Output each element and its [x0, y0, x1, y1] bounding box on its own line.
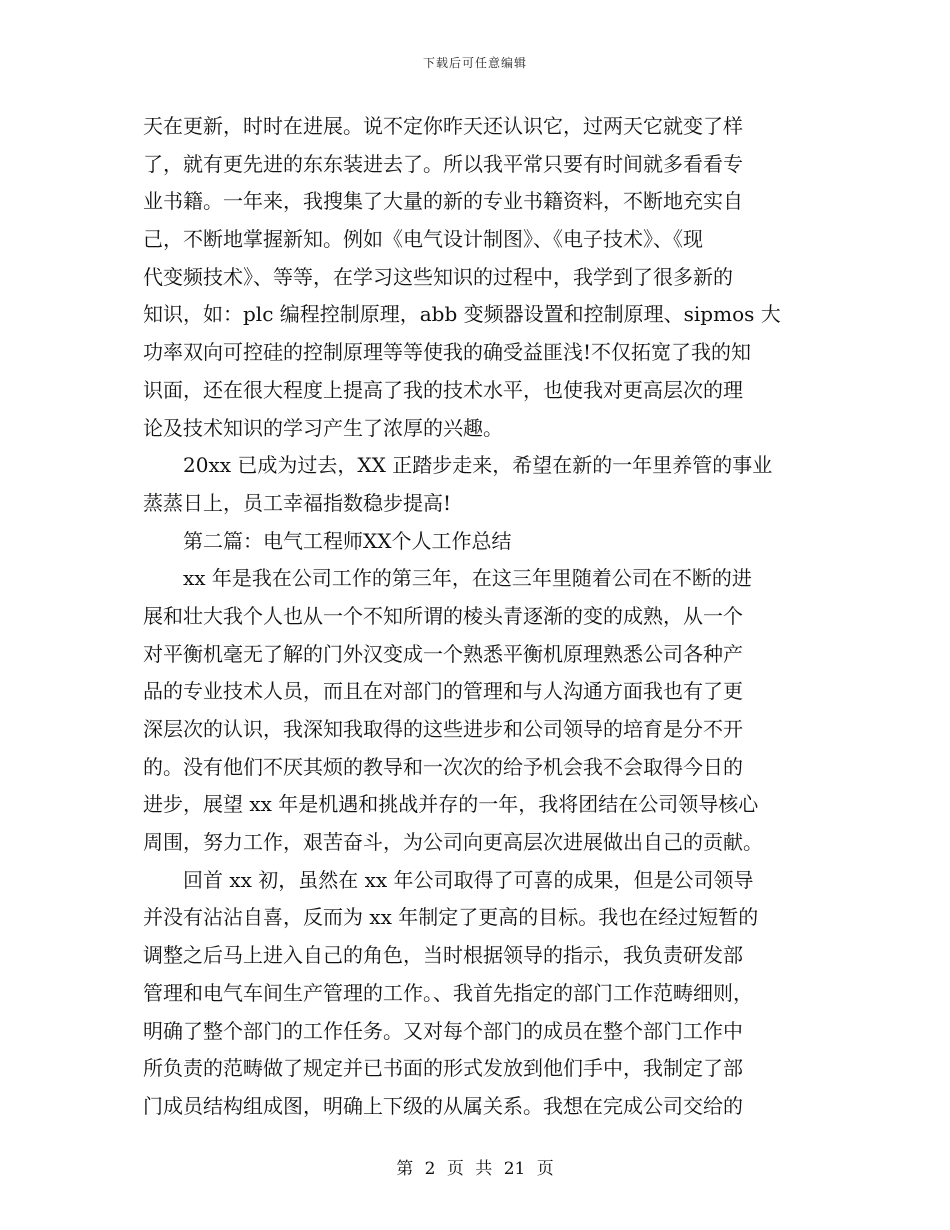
text-line: 进步，展望 xx 年是机遇和挑战并存的一年，我将团结在公司领导核心: [143, 792, 759, 817]
text-line: 所负责的范畴做了规定并已书面的形式发放到他们手中，我制定了部: [143, 1056, 743, 1081]
text-line: 代变频技术》、等等，在学习这些知识的过程中，我学到了很多新的: [143, 264, 733, 289]
text-line: 对平衡机毫无了解的门外汉变成一个熟悉平衡机原理熟悉公司各种产: [143, 641, 743, 666]
text-line: 深层次的认识，我深知我取得的这些进步和公司领导的培育是分不开: [143, 717, 743, 741]
text-line: 蒸蒸日上，员工幸福指数稳步提高!: [143, 490, 452, 515]
text-line: 论及技术知识的学习产生了浓厚的兴趣。: [143, 415, 503, 440]
text-line: 20xx 已成为过去，XX 正踏步走来，希望在新的一年里养管的事业: [183, 453, 773, 478]
text-line: 周围，努力工作，艰苦奋斗，为公司向更高层次进展做出自己的贡献。: [143, 830, 763, 855]
text-line: 知识，如：plc 编程控制原理，abb 变频器设置和控制原理、sipmos 大: [143, 302, 781, 327]
text-line: 品的专业技术人员，而且在对部门的管理和与人沟通方面我也有了更: [143, 679, 743, 704]
page-number-footer: 第 2 页 共 21 页: [396, 1159, 554, 1179]
document-body: [143, 108, 811, 1126]
text-line: 天在更新，时时在进展。说不定你昨天还认识它，过两天它就变了样: [143, 114, 743, 138]
text-line: 的。没有他们不厌其烦的教导和一次次的给予机会我不会取得今日的: [143, 754, 743, 779]
text-line: 业书籍。一年来，我搜集了大量的新的专业书籍资料，不断地充实自: [143, 189, 743, 214]
text-line: 了，就有更先进的东东装进去了。所以我平常只要有时间就多看看专: [143, 151, 743, 176]
text-line: 门成员结构组成图，明确上下级的从属关系。我想在完成公司交给的: [143, 1093, 743, 1118]
text-line: 第二篇：电气工程师XX个人工作总结: [183, 528, 512, 553]
text-line: 明确了整个部门的工作任务。又对每个部门的成员在整个部门工作中: [143, 1018, 743, 1043]
text-line: 管理和电气车间生产管理的工作。、我首先指定的部门工作范畴细则，: [143, 980, 753, 1005]
text-line: 调整之后马上进入自己的角色，当时根据领导的指示，我负责研发部: [143, 943, 743, 968]
text-line: 回首 xx 初，虽然在 xx 年公司取得了可喜的成果，但是公司领导: [183, 867, 754, 892]
text-line: 并没有沾沾自喜，反而为 xx 年制定了更高的目标。我也在经过短暂的: [143, 905, 759, 930]
text-line: 己，不断地掌握新知。例如《电气设计制图》、《电子技术》、《现: [143, 227, 703, 252]
text-line: 展和壮大我个人也从一个不知所谓的棱头青逐渐的变的成熟，从一个: [143, 603, 743, 628]
text-line: 功率双向可控硅的控制原理等等使我的确受益匪浅!不仅拓宽了我的知: [143, 340, 752, 365]
text-line: xx 年是我在公司工作的第三年，在这三年里随着公司在不断的进: [183, 566, 752, 591]
page-header: 下载后可任意编辑: [422, 56, 527, 70]
text-line: 识面，还在很大程度上提高了我的技术水平，也使我对更高层次的理: [143, 377, 743, 402]
